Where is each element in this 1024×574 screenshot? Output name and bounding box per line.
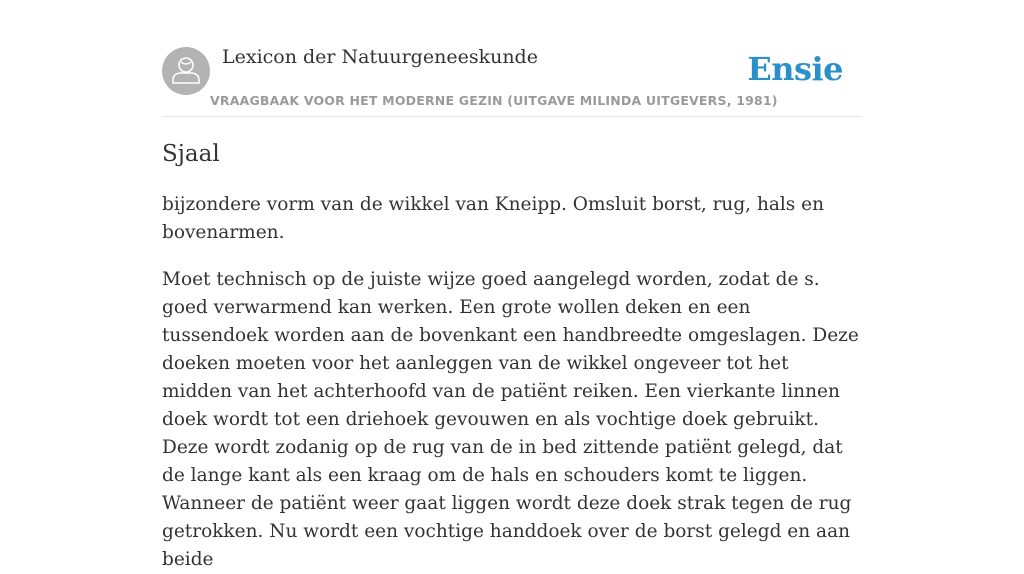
entry-title: Sjaal (162, 141, 220, 167)
entry-paragraph: Moet technisch op de juiste wijze goed aangelegd worden, zodat de s. goed verwarmend kan werken. Een grote wollen deken en een tussendoek worden aan de bovenkant een handbreedte omgeslagen. Deze doeken moeten voor het aanleggen van de wikkel ongeveer tot het midden van het achterhoofd van de patiënt reiken. Een vierkante linnen doek wordt tot een driehoek gevouwen en als vochtige doek gebruikt. Deze wordt zodanig op de rug van de in bed zittende patiënt gelegd, dat de lange kant als een kraag om de hals en schouders komt te liggen. Wanneer de patiënt weer gaat liggen wordt deze doek strak tegen de rug getrokken. Nu wordt een vochtige handdoek over de borst gelegd en aan beide (162, 269, 859, 570)
entry-content (162, 138, 862, 574)
dictionary-title[interactable]: Lexicon der Natuurgeneeskunde (222, 46, 538, 68)
user-outline-icon[interactable] (162, 47, 210, 95)
entry-paragraph: bijzondere vorm van de wikkel van Kneipp. Omsluit borst, rug, hals en bovenarmen. (162, 194, 825, 243)
ensie-logo[interactable]: Ensie (747, 50, 843, 88)
dictionary-header (162, 40, 862, 117)
dictionary-subtitle: VRAAGBAAK VOOR HET MODERNE GEZIN (UITGAVE MILINDA UITGEVERS, 1981) (210, 93, 778, 108)
